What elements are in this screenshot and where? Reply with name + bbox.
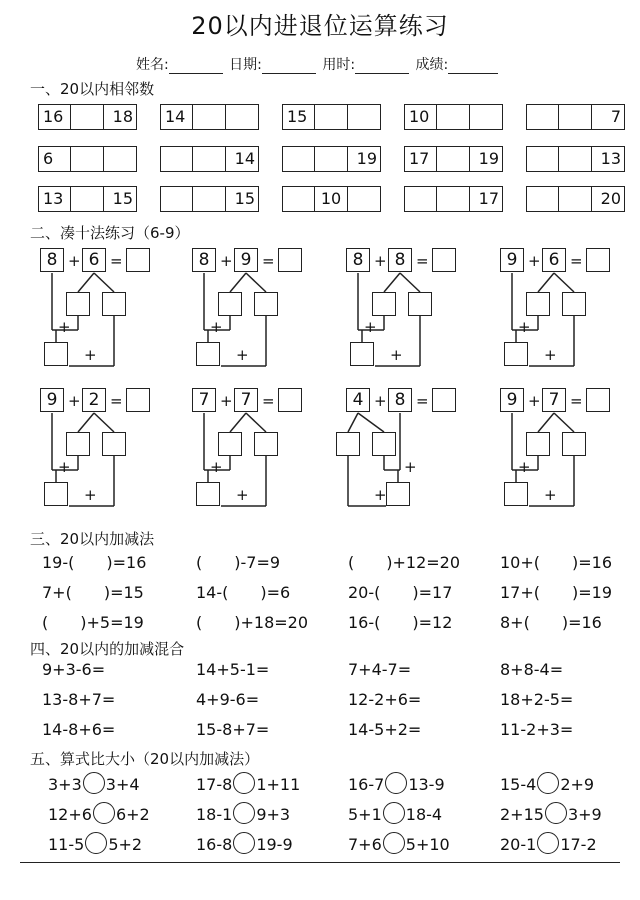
- connector-line: [554, 273, 574, 292]
- connector-line: [246, 273, 266, 292]
- compare-item: [348, 802, 442, 824]
- split-box-right[interactable]: [562, 432, 586, 456]
- compare-item: [500, 802, 602, 824]
- section-fill-blank-title: 三、20以内加减法: [30, 530, 155, 548]
- adjacent-cell: 13: [39, 187, 71, 211]
- compare-circle[interactable]: [233, 832, 255, 854]
- section-compare-title: 五、算式比大小（20以内加减法）: [30, 750, 260, 768]
- split-box-right[interactable]: [254, 292, 278, 316]
- split-box-left[interactable]: [336, 432, 360, 456]
- equals-sign: =: [416, 392, 429, 410]
- equals-sign: =: [110, 392, 123, 410]
- plus-sign: +: [68, 252, 81, 270]
- step-result-box[interactable]: [196, 342, 220, 366]
- split-box-left[interactable]: [66, 432, 90, 456]
- connector-line: [230, 413, 246, 432]
- compare-item: [348, 832, 450, 854]
- fill-blank-equation[interactable]: ( )+18=20: [196, 613, 309, 632]
- answer-box[interactable]: [278, 388, 302, 412]
- mixed-expression[interactable]: 14-5+2=: [348, 720, 422, 739]
- compare-circle[interactable]: [83, 772, 105, 794]
- adjacent-cell: 15: [283, 105, 315, 129]
- connector-line: [554, 413, 574, 432]
- compare-left: 11-5: [48, 835, 85, 854]
- connector-line: [94, 273, 114, 292]
- connector-line: [94, 413, 114, 432]
- adjacent-cell: 13: [600, 149, 621, 168]
- answer-box[interactable]: [126, 388, 150, 412]
- plus-sign: +: [58, 458, 71, 476]
- connector-line: [538, 273, 554, 292]
- compare-circle[interactable]: [93, 802, 115, 824]
- step-result-box[interactable]: [196, 482, 220, 506]
- connector-line: [246, 413, 266, 432]
- connector-line: [78, 413, 94, 432]
- step-result-box[interactable]: [504, 482, 528, 506]
- split-box-left[interactable]: [526, 432, 550, 456]
- addend-a-box: 8: [192, 248, 216, 272]
- mixed-expression[interactable]: 12-2+6=: [348, 690, 422, 709]
- addend-a-box: 9: [40, 388, 64, 412]
- compare-left: 20-1: [500, 835, 537, 854]
- addend-b-box: 2: [82, 388, 106, 412]
- compare-right: 9+3: [256, 805, 291, 824]
- split-box-left[interactable]: [372, 292, 396, 316]
- compare-left: 15-4: [500, 775, 537, 794]
- plus-sign: +: [58, 318, 71, 336]
- plus-sign: +: [528, 392, 541, 410]
- compare-right: 17-2: [560, 835, 597, 854]
- compare-right: 3+9: [567, 805, 602, 824]
- score-label: 成绩:: [415, 57, 449, 73]
- fill-blank-equation[interactable]: ( )+12=20: [348, 553, 461, 572]
- connector-line: [538, 413, 554, 432]
- split-box-left[interactable]: [218, 432, 242, 456]
- split-box-left[interactable]: [66, 292, 90, 316]
- answer-box[interactable]: [432, 248, 456, 272]
- compare-left: 16-8: [196, 835, 233, 854]
- mixed-expression[interactable]: 7+4-7=: [348, 660, 412, 679]
- plus-sign: +: [518, 458, 531, 476]
- compare-left: 18-1: [196, 805, 233, 824]
- addend-a-box: 9: [500, 248, 524, 272]
- addend-b-box: 9: [234, 248, 258, 272]
- adjacent-cell: 7: [610, 107, 621, 126]
- answer-box[interactable]: [586, 388, 610, 412]
- compare-right: 5+2: [108, 835, 143, 854]
- split-box-right[interactable]: [372, 432, 396, 456]
- addend-b-box: 6: [82, 248, 106, 272]
- connector-line: [230, 273, 246, 292]
- fill-blank-equation[interactable]: 16-( )=12: [348, 613, 453, 632]
- fill-blank-equation[interactable]: ( )-7=9: [196, 553, 281, 572]
- mixed-expression[interactable]: 14+5-1=: [196, 660, 270, 679]
- fill-blank-equation[interactable]: ( )+5=19: [42, 613, 144, 632]
- adjacent-cell: 15: [112, 189, 133, 208]
- adjacent-cell: 16: [39, 105, 71, 129]
- compare-left: 3+3: [48, 775, 82, 794]
- compare-right: 2+9: [560, 775, 595, 794]
- connector-line: [400, 273, 420, 292]
- step-result-box[interactable]: [44, 342, 68, 366]
- compare-left: 5+1: [348, 805, 382, 824]
- mixed-expression[interactable]: 18+2-5=: [500, 690, 574, 709]
- connector-line: [384, 273, 400, 292]
- page-title: 20以内进退位运算练习: [191, 12, 449, 40]
- mixed-expression[interactable]: 13-8+7=: [42, 690, 116, 709]
- fill-blank-equation[interactable]: 7+( )=15: [42, 583, 144, 602]
- compare-right: 18-4: [405, 805, 443, 824]
- mixed-expression[interactable]: 8+8-4=: [500, 660, 564, 679]
- connector-line: [348, 413, 358, 432]
- compare-circle[interactable]: [385, 772, 407, 794]
- date-label: 日期:: [229, 57, 262, 73]
- compare-circle[interactable]: [233, 802, 255, 824]
- addend-b-box: 7: [234, 388, 258, 412]
- fill-blank-equation[interactable]: 19-( )=16: [42, 553, 147, 572]
- adjacent-cell: 10: [405, 105, 437, 129]
- step-result-box[interactable]: [44, 482, 68, 506]
- fill-blank-equation[interactable]: 8+( )=16: [500, 613, 602, 632]
- adjacent-cell: 18: [112, 107, 133, 126]
- adjacent-cell: 19: [356, 149, 377, 168]
- adjacent-cell: 15: [234, 189, 255, 208]
- compare-item: [196, 772, 300, 794]
- compare-right: 6+2: [115, 805, 150, 824]
- compare-circle[interactable]: [545, 802, 567, 824]
- mixed-expression[interactable]: 14-8+6=: [42, 720, 116, 739]
- connector-line: [78, 273, 94, 292]
- plus-sign: +: [374, 392, 387, 410]
- adjacent-cell: 20: [600, 189, 621, 208]
- equals-sign: =: [570, 252, 583, 270]
- connector-line: [358, 413, 384, 432]
- addend-a-box: 9: [500, 388, 524, 412]
- addend-a-box: 7: [192, 388, 216, 412]
- step-result-box[interactable]: [350, 342, 374, 366]
- plus-sign: +: [220, 252, 233, 270]
- mixed-expression[interactable]: 15-8+7=: [196, 720, 270, 739]
- compare-left: 2+15: [500, 805, 544, 824]
- plus-sign: +: [544, 486, 557, 504]
- equals-sign: =: [416, 252, 429, 270]
- addend-b-box: 8: [388, 388, 412, 412]
- plus-sign: +: [84, 346, 97, 364]
- fill-blank-equation[interactable]: 17+( )=19: [500, 583, 613, 602]
- adjacent-cell: 14: [161, 105, 193, 129]
- split-box-right[interactable]: [562, 292, 586, 316]
- equals-sign: =: [262, 252, 275, 270]
- section-mixed-title: 四、20以内的加减混合: [30, 640, 185, 658]
- equals-sign: =: [110, 252, 123, 270]
- split-box-right[interactable]: [102, 292, 126, 316]
- adjacent-cell: 14: [234, 149, 255, 168]
- section-make-ten-title: 二、凑十法练习（6-9）: [30, 224, 190, 242]
- compare-left: 12+6: [48, 805, 92, 824]
- fill-blank-equation[interactable]: 14-( )=6: [196, 583, 291, 602]
- answer-box[interactable]: [278, 248, 302, 272]
- addend-b-box: 8: [388, 248, 412, 272]
- plus-sign: +: [364, 318, 377, 336]
- compare-right: 19-9: [256, 835, 293, 854]
- mixed-expression[interactable]: 9+3-6=: [42, 660, 106, 679]
- answer-box[interactable]: [586, 248, 610, 272]
- plus-sign: +: [210, 318, 223, 336]
- compare-right: 5+10: [405, 835, 450, 854]
- addend-a-box: 4: [346, 388, 370, 412]
- step-result-box[interactable]: [504, 342, 528, 366]
- equals-sign: =: [570, 392, 583, 410]
- compare-left: 16-7: [348, 775, 385, 794]
- adjacent-cell: 19: [478, 149, 499, 168]
- compare-item: [48, 802, 150, 824]
- compare-circle[interactable]: [537, 832, 559, 854]
- plus-sign: +: [518, 318, 531, 336]
- compare-item: [196, 802, 290, 824]
- compare-circle[interactable]: [233, 772, 255, 794]
- compare-item: [500, 772, 594, 794]
- equals-sign: =: [262, 392, 275, 410]
- plus-sign: +: [544, 346, 557, 364]
- step-result-box[interactable]: [386, 482, 410, 506]
- plus-sign: +: [374, 486, 387, 504]
- plus-sign: +: [68, 392, 81, 410]
- mixed-expression[interactable]: 4+9-6=: [196, 690, 260, 709]
- compare-circle[interactable]: [383, 832, 405, 854]
- addend-b-box: 7: [542, 388, 566, 412]
- compare-circle[interactable]: [85, 832, 107, 854]
- addend-a-box: 8: [346, 248, 370, 272]
- compare-item: [348, 772, 445, 794]
- plus-sign: +: [84, 486, 97, 504]
- split-box-left[interactable]: [526, 292, 550, 316]
- compare-item: [48, 772, 140, 794]
- split-box-right[interactable]: [102, 432, 126, 456]
- section-adjacent-title: 一、20以内相邻数: [30, 80, 155, 98]
- compare-right: 1+11: [256, 775, 301, 794]
- compare-left: 17-8: [196, 775, 233, 794]
- plus-sign: +: [404, 458, 417, 476]
- time-label: 用时:: [322, 57, 356, 73]
- plus-sign: +: [236, 346, 249, 364]
- compare-left: 7+6: [348, 835, 382, 854]
- compare-item: [500, 832, 597, 854]
- answer-box[interactable]: [432, 388, 456, 412]
- plus-sign: +: [236, 486, 249, 504]
- adjacent-cell: 6: [39, 147, 71, 171]
- split-box-right[interactable]: [408, 292, 432, 316]
- fill-blank-equation[interactable]: 10+( )=16: [500, 553, 613, 572]
- addend-a-box: 8: [40, 248, 64, 272]
- adjacent-cell: 17: [478, 189, 499, 208]
- mixed-expression[interactable]: 11-2+3=: [500, 720, 574, 739]
- compare-right: 13-9: [408, 775, 445, 794]
- compare-circle[interactable]: [537, 772, 559, 794]
- compare-item: [196, 832, 293, 854]
- answer-box[interactable]: [126, 248, 150, 272]
- compare-circle[interactable]: [383, 802, 405, 824]
- plus-sign: +: [210, 458, 223, 476]
- name-label: 姓名:: [136, 57, 169, 73]
- adjacent-cell: 17: [405, 147, 437, 171]
- bottom-divider: [20, 862, 620, 863]
- plus-sign: +: [528, 252, 541, 270]
- plus-sign: +: [390, 346, 403, 364]
- split-box-right[interactable]: [254, 432, 278, 456]
- compare-right: 3+4: [105, 775, 140, 794]
- split-box-left[interactable]: [218, 292, 242, 316]
- adjacent-cell: 10: [315, 187, 348, 211]
- plus-sign: +: [220, 392, 233, 410]
- plus-sign: +: [374, 252, 387, 270]
- compare-item: [48, 832, 142, 854]
- fill-blank-equation[interactable]: 20-( )=17: [348, 583, 453, 602]
- addend-b-box: 6: [542, 248, 566, 272]
